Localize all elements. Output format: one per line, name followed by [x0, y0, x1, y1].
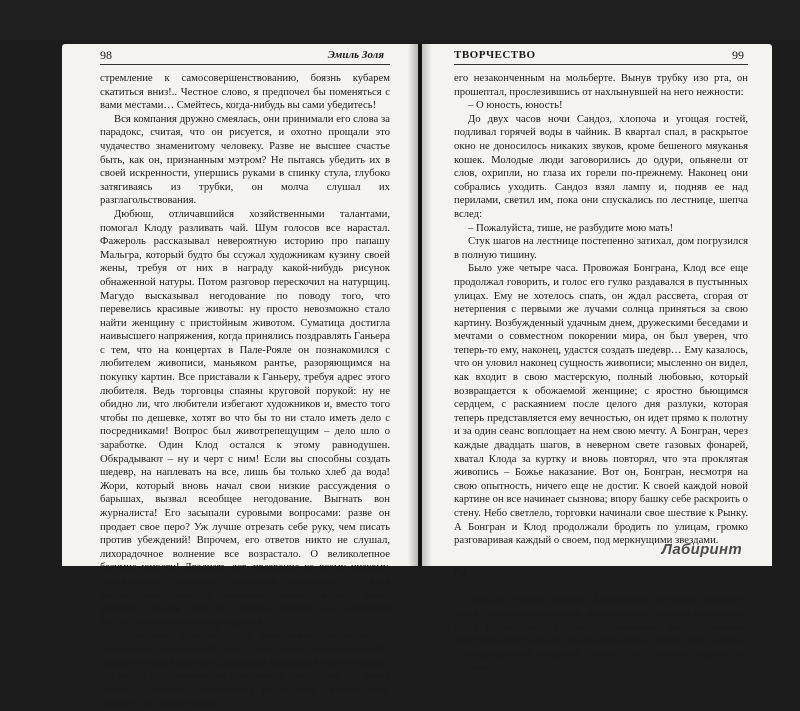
- body-text: [100, 72, 390, 711]
- page-number: 98: [100, 48, 112, 62]
- chapter-heading: IV: [454, 563, 468, 580]
- header-rule: [454, 64, 748, 65]
- left-page: [62, 44, 418, 710]
- background: [0, 0, 800, 40]
- paragraph: Было уже четыре часа. Провожая Бонграна, Клод все еще продолжал говорить, и голос его гулко раздавался в пустынных улицах. Ему не хотелось спать, он ждал рассвета, сгорая от нетерпения с первыми же лучами солнца приняться за свою картину. Возбужденный удачным днем, дружескими беседами и мечтами о совместном покорении мира, он был уверен, что теперь-то ему, наконец, удастся создать шедевр… Ему казалось, что он уловил наконец сущность живописи; мысленно он видел, как входит в свою мастерскую, полный любовью, который возвращается к обожаемой женщине; с яростно бьющимся сердцем, с раскаянием после целого дня разлуки, которая теперь представляется ему вечностью, он идет прямо к полотну и за один сеанс воплощает на нем свою мечту. А Бонгран, через каждые двадцать шагов, в неверном свете газовых фонарей, хватал Клода за куртку и вновь повторял, что эта проклятая живопись – Божье наказание. Вот он, Бонгран, несмотря на свою опытность, ничего еще не достиг. К своей каждой новой картине он все начинает сызнова; впору башку себе раскроить о стену. Небо светлело, торговки начинали свое шествие к Рынку. А Бонгран и Клод продолжали бродить по улицам, громко разговаривая каждый о своем, под меркнущими звездами.: [454, 262, 748, 547]
- paragraph: Стук шагов на лестнице постепенно затихал, дом погрузился в полную тишину.: [454, 235, 748, 261]
- header-rule: [100, 64, 390, 65]
- paragraph: – О юность, юность!: [468, 99, 563, 112]
- watermark-logo: Лабиринт: [661, 541, 742, 558]
- paragraph: У Бонграна, который сидел неподвижно, наблюдая это проявление безграничной веры, радостный порыв молодости, которая готова к приступу, вырвался невольный жест отчаяния. Он забыл о созданных им полотнах и свою славу, он думал теперь о полотне, затянувших родах того произведения, которого он тщетно ждало: [100, 629, 390, 710]
- page-number: 99: [732, 48, 744, 62]
- paragraph: Прошло полтора месяца. Заливаемый потоками утреннего света, проникавшего сквозь застекленные пролеты мастерской, Клод писал свою картину. Длительные дожди омрачали середину августа, и как только показалось солнце, Клод работал с возвращенной энергией. Однако его большая картина не продвигалась: [454, 593, 748, 674]
- paragraph: Вся компания дружно смеялась, они принимали его слова за парадокс, считая, что он рисуется, и охотно прощали это чудачество знаменитому человеку. Разве не высшее счастье быть, как он, признанным мэтром? Не пытаясь убедить их в своей искренности, упершись руками в спинку стула, глубоко затягиваясь из трубки, он молча слушал их разглагольствования.: [100, 112, 390, 207]
- right-page: [422, 44, 772, 674]
- paragraph: стремление к самосовершенствованию, боязнь кубарем скатиться вниз!.. Честное слово, я предпочел бы поменяться с вами местами… Смейтесь, когда-нибудь вы сами убедитесь!: [100, 72, 390, 112]
- paragraph: его незаконченным на мольберте. Вынув трубку изо рта, он прошептал, прослезившись от нахлынувшей на него нежности:: [454, 72, 748, 98]
- running-head-author: Эмиль Золя: [327, 49, 384, 61]
- paragraph: До двух часов ночи Сандоз, хлопоча и угощая гостей, подливал горячей воды в чайник. В квартал спал, в раскрытое окно не доносилось никаких звуков, кроме бешеного мяуканья кошек. Молодые люди заговорились до одури, опьянели от слов, охрипли, но глаза их горели по-прежнему. Наконец они собрались уходить. Сандоз взял лампу и, подняв ее над перилами, светил им, пока они спускались по лестнице, шепча вслед:: [454, 112, 748, 220]
- paragraph: Дюбюш, отличавшийся хозяйственными талантами, помогал Клоду разливать чай. Шум голосов все нарастал. Фажероль рассказывал невероятную историю про папашу Мальгра, который будто бы ссужал художникам кузину своей жены, требуя от них в награду какой-нибудь рисунок обнаженной натуры. Потом разговор перескочил на натурщиц. Магудо высказывал негодование по поводу того, что перевелись красивые животы: ну просто невозможно стало найти женщину с пристойным животом. Суматица достигла наивысшего напряжения, когда принялись поздравлять Ганьера с тем, что на концертах в Пале-Рояле он познакомился с любителем живописи, маньяком рантье, разоряющимся на покупку картин. Все приставали к Ганьеру, требуя адрес этого любителя. Ведь торговцы спаяны круговой порукой: ну не обидно ли, что любители избегают художников и, вместо того чтобы по дешевке, хотят во что бы то ни стало иметь дело с посредниками! Вопрос был животрепещущим – дело шло о заработке. Один Клод остался к этому равнодушен. Обкрадывают – ну и черт с ним! Если вы способны создать шедевр, на наплевать на все, лишь бы только хлеб да вода! Жори, который вновь начал свои низкие рассуждения о барышах, вызвал всеобщее негодование. Выгнать вон журналиста! Его засыпали суровыми вопросами: разве он продает свое перо? Уж лучше отрезать себе руку, чем писать против убеждений! Впрочем, его ответов никто не слушал, лихорадочное волнение все возрастало. О великолепное безумие юности! Двадцать лет, презрение ко всему низкому, одержимость страстью творчества, очищение от всех человеческих слабостей – пылание солнечного восхода. Какое упоение! Отдать себя без остатка, сгореть на пылающем костре, вновь и вновь возрождаться!: [100, 207, 390, 628]
- body-text: [454, 72, 748, 675]
- paragraph: – Пожалуйста, тише, не разбудите мою мать!: [468, 221, 674, 234]
- running-head-title: ТВОРЧЕСТВО: [454, 49, 536, 61]
